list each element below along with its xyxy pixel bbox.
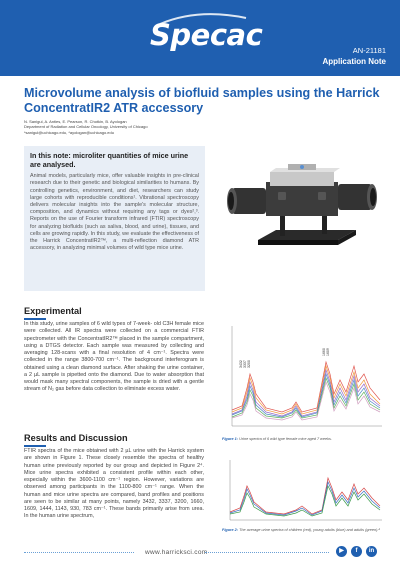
figure-1-caption-text: Urine spectra of 6 wild type female mice aged 7 weeks.	[239, 437, 332, 441]
page-title: Microvolume analysis of biofluid samples using the Harrick ConcentratIR2 ATR accessory	[24, 86, 380, 115]
authors-block	[24, 119, 324, 135]
facebook-icon[interactable]: f	[351, 546, 362, 557]
intro-note-box	[24, 146, 205, 291]
note-title: In this note: microliter quantities of mice urine are analysed.	[30, 151, 189, 169]
doc-type: Application Note	[322, 57, 386, 66]
product-photo	[218, 152, 383, 262]
experimental-body: In this study, urine samples of 6 wild types of 7-week- old C3H female mice were collected. All IR spectra were collected on a commercial FTIR spectrometer with the ConcentratIR2™ placed in the sample compartment, using a DTGS detector. Each sample was measured by collecting and averaging 128-scans with a final resolution of 4 cm⁻¹. Spectra were collected in the range 3800-700 cm⁻¹. The background interferogram is obtained using a clean diamond surface. After shaking the urine container, a 2 µL sample is pipetted onto the diamond. Due to water absorption that would mask many spectral components, the sample is dried with a gentle stream of N₂ gas before data collection to eliminate excess water.	[24, 321, 204, 393]
figure-2-chart	[222, 456, 387, 526]
figure-1-label: Figure 1:	[222, 437, 239, 441]
logo[interactable]: Specac	[150, 18, 263, 52]
header-banner	[0, 0, 400, 76]
figure-2-caption	[222, 528, 382, 533]
author-names: N. Sanigul, A. Anties, E. Pearson, R. Chotkin, B. Ayologan	[24, 119, 127, 124]
peak-label: 3200	[247, 360, 251, 368]
doc-number: AN-21181	[352, 46, 386, 55]
experimental-heading: Experimental	[24, 306, 82, 316]
results-heading: Results and Discussion	[24, 433, 128, 443]
results-body: FTIR spectra of the mice obtained with 2 µL urine with the Harrick system are shown in Figure 1. These closely resemble the spectra of healthy human urine previously reported by our group and depicted in Figure 2⁴. Mice urine spectra exhibited a consistent profile within each other, especially within the 3600-1100 cm⁻¹ region. However, variations are observed among participants in the 1100-800 cm⁻¹ range. When the human and mice urine spectra are compared, band profiles and positions are seen to be similar at many points, namely 3432, 3337, 3200, 1660, 1609, 1444, 1143, 930, 783 cm⁻¹. These bands primarily arise from urea. In the human urine spectrum,	[24, 448, 204, 520]
footer-divider	[205, 552, 329, 553]
figure-1-caption	[222, 437, 382, 442]
author-affiliation: Department of Radiation and Cellular Oncology, University of Chicago	[24, 124, 148, 130]
figure-1-chart	[222, 322, 387, 434]
peak-label: 3432	[239, 360, 243, 368]
heading-underline	[24, 445, 46, 447]
peak-label: 3337	[243, 360, 247, 368]
note-body: Animal models, particularly mice, offer valuable insights in pre-clinical research due to their genetic and biological similarities to humans. By controlling genetics, environment, and diet, researchers can study large cohorts with reproducible conditions¹. Vibrational spectroscopy delivers molecular insights into the sample's molecular structure, composition, and dynamics without requiring any tags or dyes²,³. Reports on the use of Fourier transform infrared (FTIR) spectroscopy for analyzing biofluids (such as saliva, blood, and urine), tissues, and cells are growing rapidly. In this study, we evaluate the effectiveness of the Harrick ConcentratIR2™, a multi-reflection diamond ATR accessory, in analyzing minimal volumes of wild type mice urine.	[30, 173, 199, 252]
figure-2-caption-text: The average urine spectra of children (red), young adults (blue) and adults (green).⁴	[239, 528, 381, 532]
figure-2-label: Figure 2:	[222, 528, 239, 532]
footer-url[interactable]: www.harricksci.com	[145, 549, 208, 556]
heading-underline	[24, 318, 46, 320]
author-emails: *sanigul@uchicago.edu, *ayologan@uchicago.edu	[24, 129, 114, 135]
peak-label: 1660	[322, 348, 326, 356]
youtube-icon[interactable]: ▶	[336, 546, 347, 557]
peak-label: 1609	[326, 348, 330, 356]
linkedin-icon[interactable]: in	[366, 546, 377, 557]
footer-divider	[24, 552, 134, 553]
